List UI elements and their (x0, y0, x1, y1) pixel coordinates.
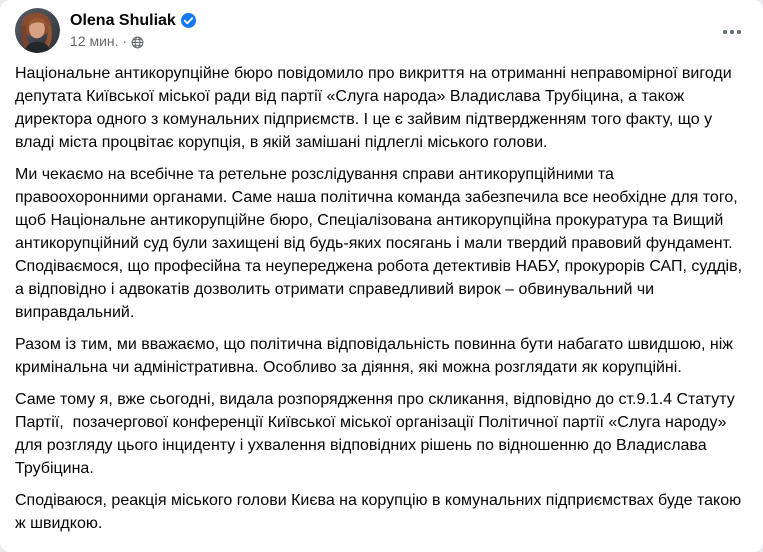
post-paragraph-3: Разом із тим, ми вважаємо, що політична відповідальність повинна бути набагато швидшою, ніж кримінальна чи адміністративна. Особливо за діяння, які можна розглядати як корупційні. (15, 336, 738, 376)
name-row (70, 11, 717, 30)
post-paragraph-4: Саме тому я, вже сьогодні, видала розпорядження про скликання, відповідно до ст.9.1.4 Статуту Партії, позачергової конференції Київської міської організації Політичної партії «Слуга народу» для розгляду цього інциденту і ухвалення відповідних рішень по відношенню до Владислава Трубіцина. (15, 391, 740, 477)
profile-photo-icon (15, 8, 60, 53)
post-paragraph-2: Ми чекаємо на всебічне та ретельне розслідування справи антикорупційними та правоохоронними органами. Саме наша політична команда забезпечила все необхідне для того, щоб Національне антикорупційне бюро, Спеціалізована антикорупційна прокуратура та Вищий антикорупційний суд були захищені від будь-яких посягань і мали твердий правовий фундамент. Сподіваємося, що професійна та неупереджена робота детективів НАБУ, прокурорів САП, суддів, а відповідно і адвокатів дозволить отримати справедливий вирок – обвинувальний чи виправдальний. (15, 166, 747, 321)
globe-icon (131, 36, 144, 49)
header-text (70, 8, 717, 50)
post-header (0, 0, 763, 55)
meta-separator: · (122, 33, 128, 49)
author-name[interactable]: Olena Shuliak (70, 12, 176, 29)
post-body (0, 55, 763, 547)
post-paragraph-1: Національне антикорупційне бюро повідомило про викриття на отриманні неправомірної вигоди депутата Київської міської ради від партії «Слуга народа» Владислава Трубіцина, а також директора одного з комунальних підприємств. І це є зайвим підтвердженням того факту, що у владі міста процвітає корупція, в якій замішані підлеглі міського голови. (15, 65, 737, 151)
more-options-button[interactable] (717, 24, 747, 40)
meta-row (70, 33, 717, 50)
post-paragraph-5: Сподіваюся, реакція міського голови Києва на корупцію в комунальних підприємствах буде такою ж швидкою. (15, 492, 746, 532)
ellipsis-icon (723, 30, 727, 34)
timestamp[interactable]: 12 мин. (70, 33, 119, 49)
verified-badge-icon (181, 13, 196, 28)
avatar[interactable] (15, 8, 60, 53)
